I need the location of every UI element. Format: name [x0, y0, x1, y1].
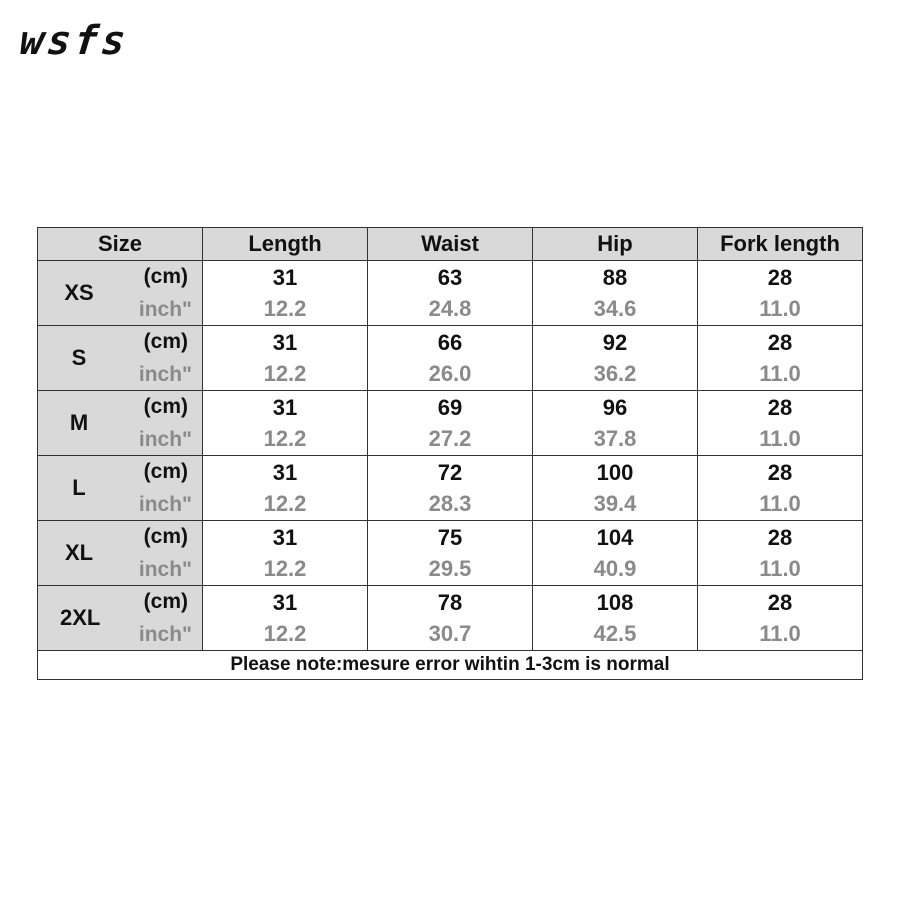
- table-row: [38, 456, 863, 521]
- unit-inch-label: inch": [138, 558, 192, 581]
- value-inch: 12.2: [263, 491, 307, 516]
- measurement-cell: [203, 586, 368, 651]
- size-cell: [38, 521, 203, 586]
- value-inch: 11.0: [759, 361, 801, 386]
- value-cm: 28: [767, 525, 793, 550]
- value-inch: 11.0: [759, 491, 801, 516]
- measurement-cell: [368, 456, 533, 521]
- value-inch: 11.0: [759, 296, 801, 321]
- header-length: Length: [203, 228, 368, 261]
- value-cm: 31: [272, 395, 298, 420]
- value-cm: 96: [602, 395, 628, 420]
- measurement-cell: [203, 326, 368, 391]
- measurement-cell: [203, 456, 368, 521]
- measurement-cell: [698, 261, 863, 326]
- measurement-note: Please note:mesure error wihtin 1-3cm is normal: [38, 651, 863, 680]
- value-inch: 34.6: [593, 296, 637, 321]
- unit-cm-label: (cm): [143, 330, 188, 353]
- measurement-cell: [533, 521, 698, 586]
- unit-cm-label: (cm): [143, 395, 188, 418]
- value-inch: 12.2: [263, 556, 307, 581]
- value-cm: 28: [767, 265, 793, 290]
- value-inch: 30.7: [428, 621, 472, 646]
- measurement-cell: [698, 391, 863, 456]
- brand-logo: wsfs: [17, 18, 131, 64]
- measurement-cell: [533, 391, 698, 456]
- unit-cm-label: (cm): [143, 265, 188, 288]
- unit-inch-label: inch": [138, 363, 192, 386]
- measurement-cell: [368, 586, 533, 651]
- measurement-cell: [698, 586, 863, 651]
- unit-cm-label: (cm): [143, 590, 188, 613]
- value-cm: 31: [272, 265, 298, 290]
- unit-inch-label: inch": [138, 428, 192, 451]
- measurement-cell: [368, 261, 533, 326]
- size-label: XL: [64, 540, 94, 565]
- table-row: [38, 326, 863, 391]
- value-cm: 69: [437, 395, 463, 420]
- value-cm: 31: [272, 460, 298, 485]
- size-chart-table: [37, 227, 863, 680]
- value-inch: 11.0: [759, 426, 801, 451]
- measurement-cell: [533, 261, 698, 326]
- measurement-cell: [533, 326, 698, 391]
- table-row: [38, 521, 863, 586]
- value-inch: 12.2: [263, 621, 307, 646]
- size-cell: [38, 326, 203, 391]
- table-header-row: [38, 228, 863, 261]
- measurement-cell: [533, 456, 698, 521]
- unit-inch-label: inch": [138, 493, 192, 516]
- value-cm: 108: [596, 590, 634, 615]
- measurement-cell: [203, 521, 368, 586]
- value-cm: 88: [602, 265, 628, 290]
- unit-cm-label: (cm): [143, 460, 188, 483]
- size-label: S: [71, 345, 87, 370]
- header-waist: Waist: [368, 228, 533, 261]
- value-inch: 29.5: [428, 556, 472, 581]
- value-inch: 11.0: [759, 556, 801, 581]
- size-label: 2XL: [60, 605, 101, 630]
- header-size: Size: [38, 228, 203, 261]
- value-cm: 72: [437, 460, 463, 485]
- value-cm: 104: [596, 525, 634, 550]
- value-inch: 36.2: [593, 361, 637, 386]
- value-inch: 42.5: [593, 621, 637, 646]
- value-inch: 28.3: [428, 491, 472, 516]
- value-cm: 31: [272, 590, 298, 615]
- value-inch: 12.2: [263, 426, 307, 451]
- size-label: M: [69, 410, 89, 435]
- value-cm: 31: [272, 525, 298, 550]
- table-row: [38, 261, 863, 326]
- value-inch: 40.9: [593, 556, 637, 581]
- value-cm: 28: [767, 590, 793, 615]
- unit-cm-label: (cm): [143, 525, 188, 548]
- size-label: L: [72, 475, 86, 500]
- value-cm: 100: [596, 460, 634, 485]
- table-row: [38, 391, 863, 456]
- note-row: [38, 651, 863, 680]
- measurement-cell: [203, 391, 368, 456]
- value-cm: 78: [437, 590, 463, 615]
- header-fork-length: Fork length: [698, 228, 863, 261]
- size-label: XS: [64, 280, 94, 305]
- value-inch: 24.8: [428, 296, 472, 321]
- value-cm: 28: [767, 330, 793, 355]
- value-cm: 92: [602, 330, 628, 355]
- value-cm: 63: [437, 265, 463, 290]
- value-inch: 27.2: [428, 426, 472, 451]
- measurement-cell: [368, 391, 533, 456]
- size-cell: [38, 391, 203, 456]
- size-cell: [38, 586, 203, 651]
- value-inch: 37.8: [593, 426, 637, 451]
- unit-inch-label: inch": [138, 623, 192, 646]
- measurement-cell: [368, 326, 533, 391]
- value-cm: 31: [272, 330, 298, 355]
- measurement-cell: [368, 521, 533, 586]
- value-inch: 26.0: [428, 361, 472, 386]
- measurement-cell: [203, 261, 368, 326]
- measurement-cell: [533, 586, 698, 651]
- value-inch: 39.4: [593, 491, 637, 516]
- value-cm: 75: [437, 525, 463, 550]
- value-cm: 28: [767, 395, 793, 420]
- value-inch: 12.2: [263, 296, 307, 321]
- unit-inch-label: inch": [138, 298, 192, 321]
- measurement-cell: [698, 456, 863, 521]
- table-row: [38, 586, 863, 651]
- value-cm: 66: [437, 330, 463, 355]
- value-cm: 28: [767, 460, 793, 485]
- size-cell: [38, 261, 203, 326]
- measurement-cell: [698, 326, 863, 391]
- value-inch: 12.2: [263, 361, 307, 386]
- measurement-cell: [698, 521, 863, 586]
- value-inch: 11.0: [759, 621, 801, 646]
- size-cell: [38, 456, 203, 521]
- header-hip: Hip: [533, 228, 698, 261]
